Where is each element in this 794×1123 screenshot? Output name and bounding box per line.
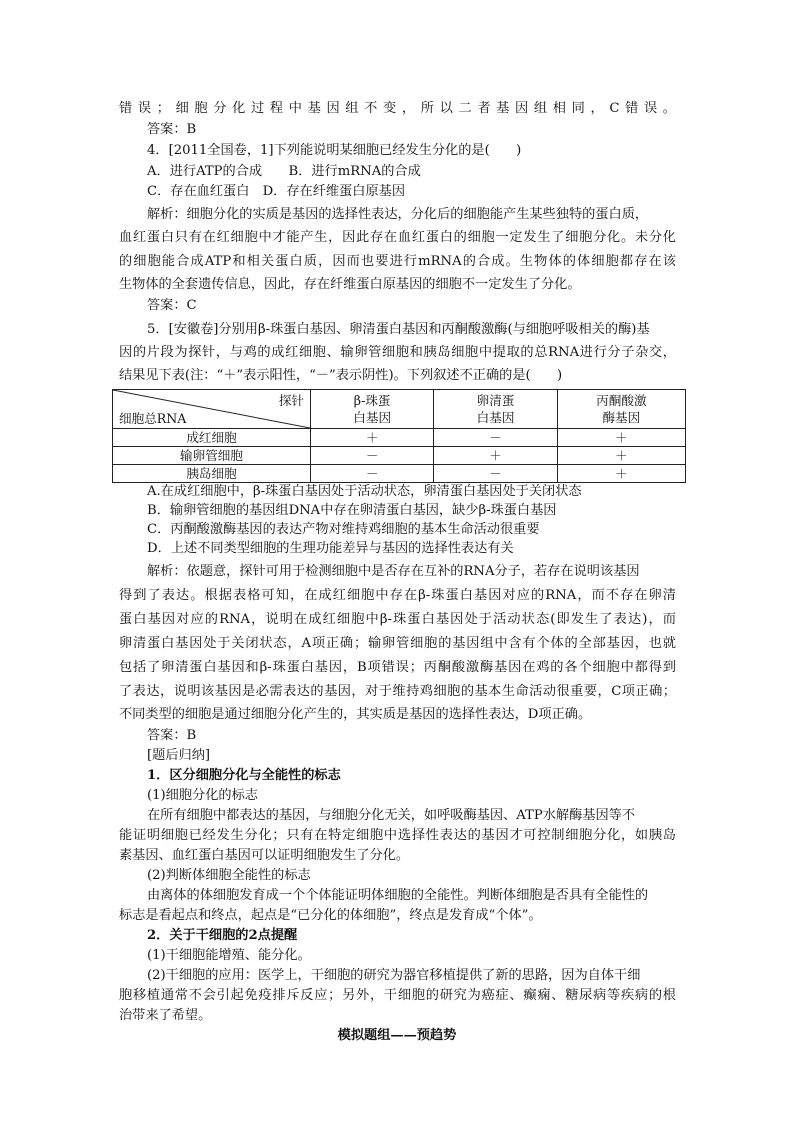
summary-text: 在所有细胞中都表达的基因，与细胞分化无关，如呼吸酶基因、ATP水解酶基因等不 [147,808,636,823]
summary-point-1-title: 1．区分细胞分化与全能性的标志 [147,768,341,783]
option-c: C．丙酮酸激酶基因的表达产物对维持鸡细胞的基本生命活动很重要 [147,522,540,537]
header-line: β-珠蛋 [353,393,391,408]
row-label: 成红细胞 [113,429,311,447]
table-row [113,447,686,465]
table-row [113,429,686,447]
analysis-5-line-1: 解析：依题意，探针可用于检测细胞中是否存在互补的RNA分子，若存在说明该基因 [147,564,640,579]
option-a: A.在成红细胞中，β-珠蛋白基因处于活动状态，卵清蛋白基因处于关闭状态 [147,484,582,499]
summary-text: 胞移植通常不会引起免疫排斥反应；另外，干细胞的研究为癌症、癫痫、糖尿病等疾病的根 [119,988,676,1003]
summary-text: 能证明细胞已经发生分化；只有在特定细胞中选择性表达的基因才可控制细胞分化，如胰岛 [119,828,676,843]
section-footer-title: 模拟题组——预趋势 [337,1028,457,1043]
table-cell: ＋ [557,447,685,465]
header-line: 白基因 [353,410,392,425]
table-cell: ＋ [434,447,557,465]
option-d: D．上述不同类型细胞的生理功能差异与基因的选择性表达有关 [147,541,514,556]
table-cell: － [311,447,434,465]
answer-line: 答案：B [147,122,197,137]
answer-line: 答案：B [147,728,197,743]
option-b: B．输卵管细胞的基因组DNA中存在卵清蛋白基因，缺少β-珠蛋白基因 [147,503,557,518]
question-4-options-ab: A．进行ATP的合成 B．进行mRNA的合成 [147,164,421,179]
table-corner-top: 探针 [278,393,304,408]
analysis-4-line-2: 血红蛋白只有在红细胞中才能产生，因此存在血红蛋白的细胞一定发生了细胞分化。未分化 [119,230,676,245]
summary-text: 治带来了希望。 [119,1008,212,1023]
header-line: 丙酮酸激 [596,393,647,408]
table-cell: － [311,465,434,483]
header-line: 白基因 [476,410,515,425]
summary-text: 由离体的体细胞发育成一个个体能证明体细胞的全能性。判断体细胞是否具有全能性的 [147,888,649,903]
table-cell: ＋ [311,429,434,447]
table-corner-bottom: 细胞总RNA [119,411,187,426]
table-cell: ＋ [557,429,685,447]
analysis-5-line-2: 得到了表达。根据表格可知，在成红细胞中存在β-珠蛋白基因对应的RNA，而不存在卵清 [119,588,676,603]
table-row [113,465,686,483]
summary-subtitle: (1)细胞分化的标志 [147,788,258,803]
header-line: 酶基因 [602,410,641,425]
analysis-5-line-5: 包括了卵清蛋白基因和β-珠蛋白基因，B项错误；丙酮酸激酶基因在鸡的各个细胞中都得到 [119,660,676,675]
table-corner-cell [113,390,311,429]
summary-text: (1)干细胞能增殖、能分化。 [147,948,311,963]
table-cell: － [434,429,557,447]
hybridization-table [112,389,686,483]
question-5-stem-line-1: 5．[安徽卷]分别用β-珠蛋白基因、卵清蛋白基因和丙酮酸激酶(与细胞呼吸相关的酶)基 [147,322,650,337]
table-header-cell [434,390,557,429]
text-line: 错误；细胞分化过程中基因组不变，所以二者基因组相同，C错误。 [119,101,676,116]
question-5-stem-line-2: 因的片段为探针，与鸡的成红细胞、输卵管细胞和胰岛细胞中提取的总RNA进行分子杂交， [119,345,676,360]
header-line: 卵清蛋 [476,393,515,408]
analysis-4-line-1: 解析：细胞分化的实质是基因的选择性表达，分化后的细胞能产生某些独特的蛋白质， [147,207,649,222]
row-label: 胰岛细胞 [113,465,311,483]
analysis-5-line-7: 不同类型的细胞是通过细胞分化产生的，其实质是基因的选择性表达，D项正确。 [119,707,592,722]
analysis-5-line-4: 卵清蛋白基因处于关闭状态，A项正确；输卵管细胞的基因组中含有个体的全部基因，也就 [119,636,676,651]
summary-text: 标志是看起点和终点，起点是“已分化的体细胞”，终点是发育成“个体”。 [119,908,542,923]
row-label: 输卵管细胞 [113,447,311,465]
table-header-cell [311,390,434,429]
analysis-5-line-3: 蛋白基因对应的RNA，说明在成红细胞中β-珠蛋白基因处于活动状态(即发生了表达)，而 [119,612,676,627]
question-4-options-cd: C．存在血红蛋白 D．存在纤维蛋白原基因 [147,184,406,199]
summary-point-2-title: 2．关于干细胞的2点提醒 [147,928,298,943]
question-4-stem: 4．[2011全国卷，1]下列能说明某细胞已经发生分化的是( ) [147,143,522,158]
analysis-4-line-4: 生物体的全套遗传信息，因此，存在纤维蛋白原基因的细胞不一定发生了分化。 [119,277,581,292]
table-header-cell [557,390,685,429]
answer-line: 答案：C [147,298,197,313]
summary-text: (2)干细胞的应用：医学上，干细胞的研究为器官移植提供了新的思路，因为自体干细 [147,968,641,983]
table-cell: ＋ [557,465,685,483]
summary-text: 素基因、血红蛋白基因可以证明细胞发生了分化。 [119,848,410,863]
question-5-stem-line-3: 结果见下表(注：“＋”表示阳性，“－”表示阴性)。下列叙述不正确的是( ) [119,368,563,383]
analysis-5-line-6: 了表达，说明该基因是必需表达的基因，对于维持鸡细胞的基本生命活动很重要，C项正确； [119,684,676,699]
summary-subtitle: (2)判断体细胞全能性的标志 [147,868,311,883]
table-cell: － [434,465,557,483]
analysis-4-line-3: 的细胞能合成ATP和相关蛋白质，因而也要进行mRNA的合成。生物体的体细胞都存在该 [119,254,676,269]
summary-heading: [题后归纳] [147,748,211,763]
